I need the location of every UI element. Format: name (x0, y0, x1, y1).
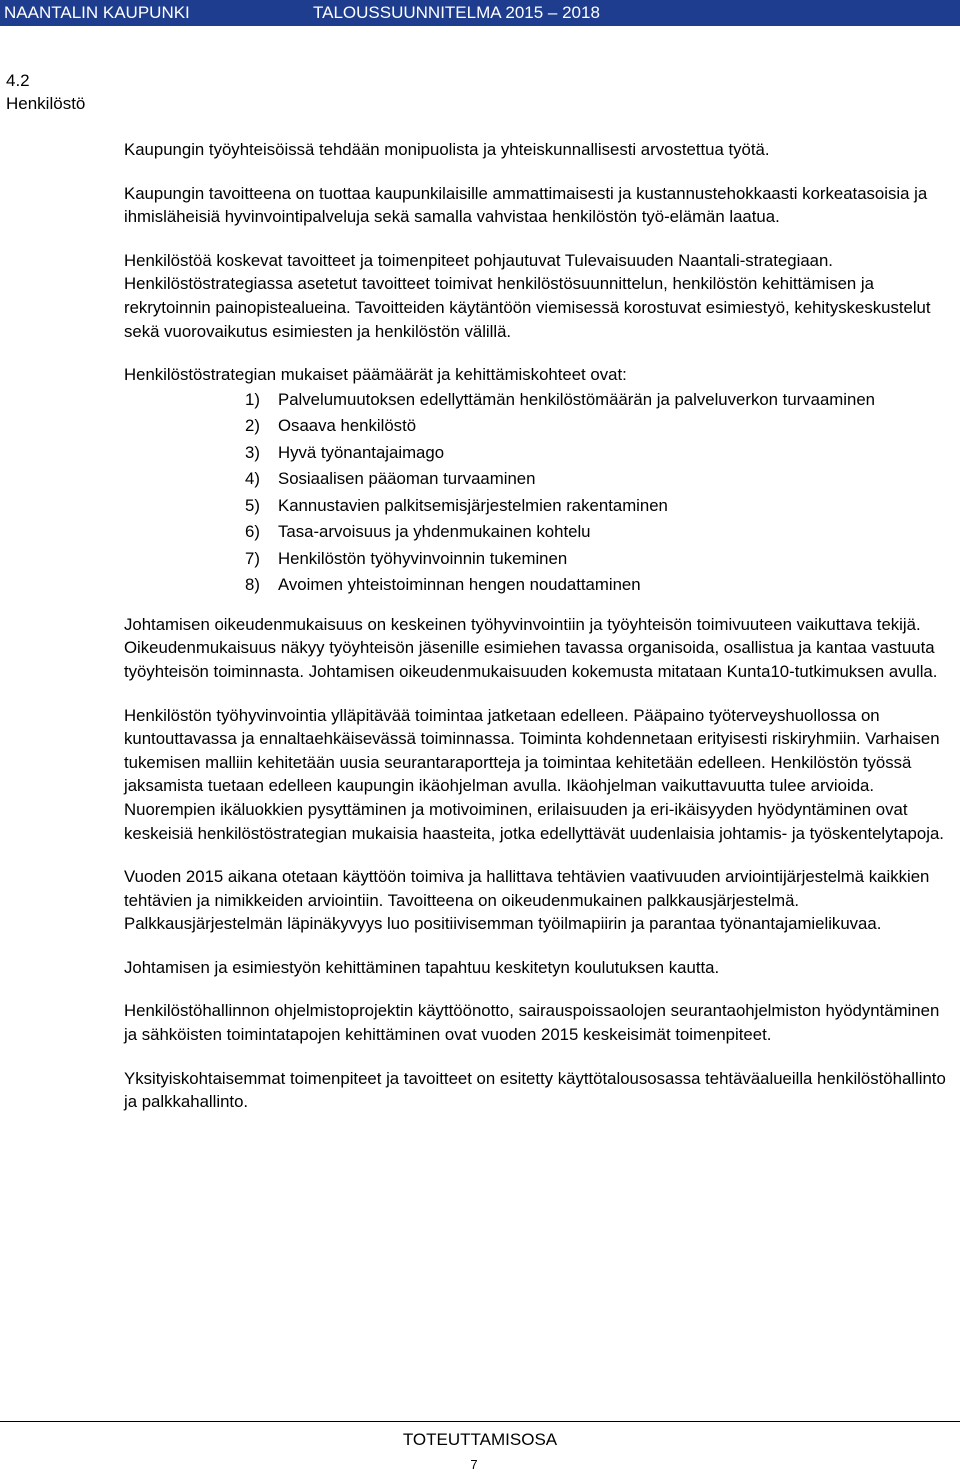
paragraph-wellbeing: Henkilöstön työhyvinvointia ylläpitävää toimintaa jatketaan edelleen. Pääpaino työterveyshuollossa on kuntouttavassa ja ennaltaehkäisevässä toiminnassa. Toiminta kohdennetaan erityisesti riskiryhmiin. Varhaisen tukemisen malliin kehitetään uusia seurantaraportteja ja toimintaa kehitetään edelleen. Henkilöstön työssä jaksamista tuetaan edelleen kaupungin ikäohjelman avulla. Ikäohjelman vaikuttavuutta tulee arvioida. Nuorempien ikäluokkien pysyttäminen ja motivoiminen, erilaisuuden ja eri-ikäisyyden hyödyntäminen ovat keskeisiä henkilöstöstrategian mukaisia haasteita, jotka edellyttävät uudenlaisia johtamis- ja työskentelytapoja. (124, 705, 944, 843)
page-number: 7 (470, 1457, 478, 1472)
list-item-text: Palvelumuutoksen edellyttämän henkilöstömäärän ja palveluverkon turvaaminen (278, 389, 876, 409)
list-item-number: 2) (245, 416, 260, 436)
list-item-text: Kannustavien palkitsemisjärjestelmien rakentaminen (278, 495, 668, 515)
list-item (124, 493, 948, 520)
list-item-text: Hyvä työnantajaimago (278, 442, 445, 462)
section-number: 4.2 (6, 71, 30, 90)
list-item-number: 4) (245, 469, 260, 489)
list-item (124, 466, 948, 493)
document-body (124, 138, 948, 1114)
page-header (0, 0, 960, 26)
footer-label: TOTEUTTAMISOSA (402, 1430, 558, 1449)
section-title: Henkilöstö (6, 94, 86, 113)
list-item-number: 8) (245, 575, 260, 595)
paragraph-evaluation-system: Vuoden 2015 aikana otetaan käyttöön toimiva ja hallittava tehtävien vaativuuden arviointijärjestelmä kaikkien tehtävien ja nimikkeiden arviointiin. Tavoitteena on oikeudenmukainen palkkausjärjestelmä. Palkkausjärjestelmän läpinäkyvyys luo positiivisemman työilmapiirin ja parantaa työnantajamielikuvaa. (124, 867, 930, 934)
paragraph-goal: Kaupungin tavoitteena on tuottaa kaupunkilaisille ammattimaisesti ja kustannustehokkaasti korkeatasoisia ja ihmisläheisiä hyvinvointipalveluja sekä samalla vahvistaa henkilöstön työ-elämän laatua. (124, 183, 928, 227)
paragraph-training: Johtamisen ja esimiestyön kehittäminen tapahtuu keskitetyn koulutuksen kautta. (124, 957, 720, 977)
list-item-text: Tasa-arvoisuus ja yhdenmukainen kohtelu (278, 522, 591, 542)
list-item (124, 440, 948, 467)
paragraph-list-intro: Henkilöstöstrategian mukaiset päämäärät ja kehittämiskohteet ovat: (124, 365, 627, 385)
list-item-number: 3) (245, 442, 260, 462)
list-item (124, 546, 948, 573)
list-item-number: 6) (245, 522, 260, 542)
goal-list (124, 387, 948, 599)
list-item (124, 413, 948, 440)
paragraph-intro: Kaupungin työyhteisöissä tehdään monipuolista ja yhteiskunnallisesti arvostettua työtä. (124, 140, 770, 159)
list-item (124, 519, 948, 546)
list-item-text: Osaava henkilöstö (278, 416, 417, 436)
list-item-number: 1) (245, 389, 260, 409)
paragraph-software-project: Henkilöstöhallinnon ohjelmistoprojektin käyttöönotto, sairauspoissaolojen seurantaohjelmiston hyödyntäminen ja sähköisten toimintatapojen kehittäminen ovat vuoden 2015 keskeisimät toimenpiteet. (124, 1001, 940, 1045)
footer-divider (0, 1421, 960, 1422)
list-item-text: Sosiaalisen pääoman turvaaminen (278, 469, 536, 489)
list-item-number: 5) (245, 495, 260, 515)
header-document-title: TALOUSSUUNNITELMA 2015 – 2018 (313, 3, 600, 22)
list-item-text: Avoimen yhteistoiminnan hengen noudattaminen (278, 575, 641, 595)
header-organization: NAANTALIN KAUPUNKI (4, 3, 190, 22)
list-item-text: Henkilöstön työhyvinvoinnin tukeminen (278, 548, 568, 568)
paragraph-strategy: Henkilöstöä koskevat tavoitteet ja toimenpiteet pohjautuvat Tulevaisuuden Naantali-strategiaan. Henkilöstöstrategiassa asetetut tavoitteet toimivat henkilöstösuunnittelun, henkilöstön kehittämisen ja rekrytoinnin painopistealueina. Tavoitteiden käytäntöön viemisessä korostuvat esimiestyö, kehityskeskustelut sekä vuorovaikutus esimiesten ja henkilöstön välillä. (124, 250, 931, 341)
paragraph-management-fairness: Johtamisen oikeudenmukaisuus on keskeinen työhyvinvointiin ja työyhteisön toimivuuteen vaikuttava tekijä. Oikeudenmukaisuus näkyy työyhteisön jäsenille esimiehen tavassa organisoida, osallistua ja kantaa vastuuta työyhteisön toiminnasta. Johtamisen oikeudenmukaisuuden kokemusta mitataan Kunta10-tutkimuksen avulla. (124, 614, 938, 681)
list-item (124, 387, 948, 414)
paragraph-details: Yksityiskohtaisemmat toimenpiteet ja tavoitteet on esitetty käyttötalousosassa tehtäväalueilla henkilöstöhallinto ja palkkahallinto. (124, 1068, 946, 1112)
list-item-number: 7) (245, 548, 260, 568)
list-item (124, 572, 948, 599)
